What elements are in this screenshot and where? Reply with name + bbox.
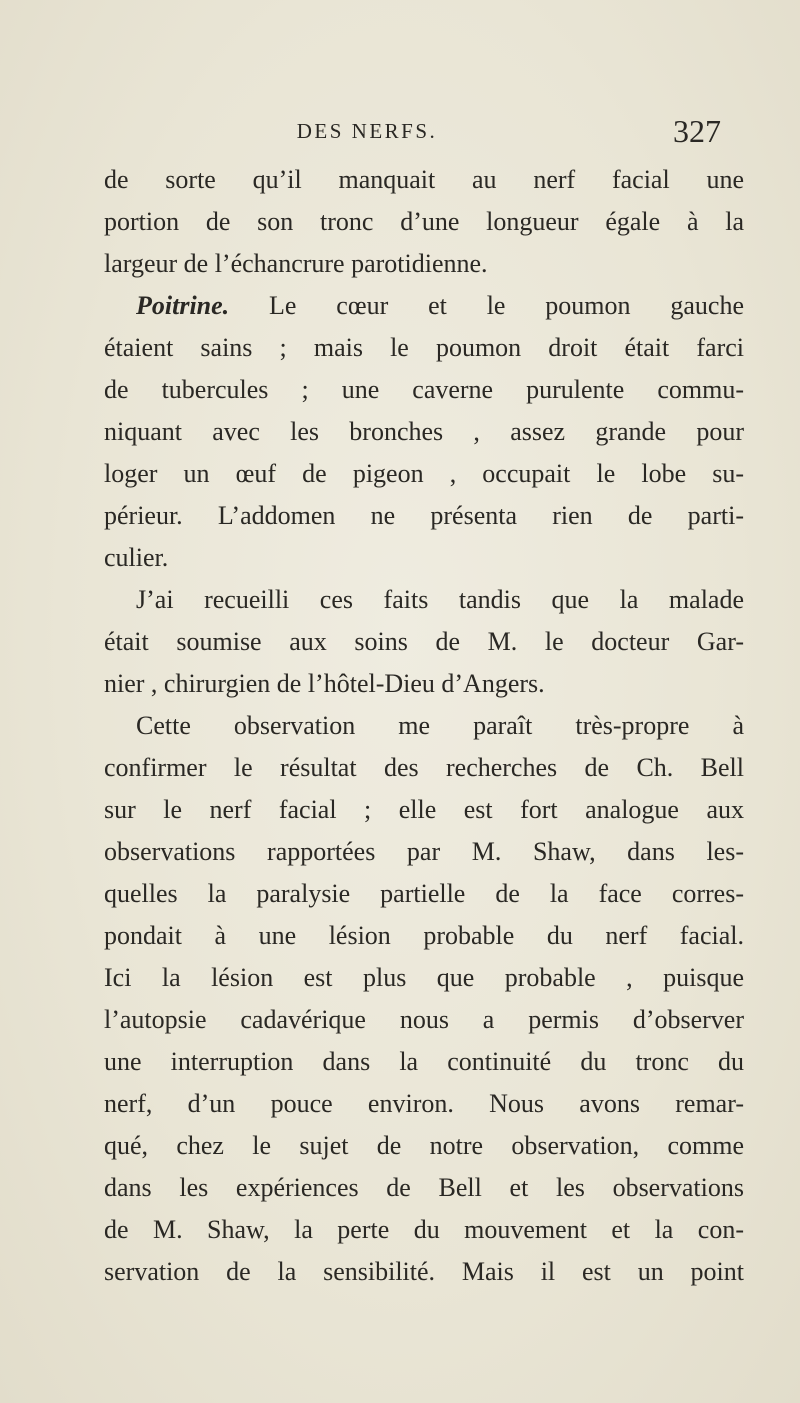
text-line: une interruption dans la continuité du tronc du xyxy=(104,1047,744,1076)
text-line: J’ai recueilli ces faits tandis que la malade xyxy=(136,585,744,614)
text-line: qué, chez le sujet de notre observation, comme xyxy=(104,1131,744,1160)
text-line xyxy=(104,285,744,327)
text-line: sur le nerf facial ; elle est fort analogue aux xyxy=(104,795,744,824)
text-line: de M. Shaw, la perte du mouvement et la con- xyxy=(104,1215,744,1244)
text-line: loger un œuf de pigeon , occupait le lobe su- xyxy=(104,459,744,488)
running-header xyxy=(0,113,800,153)
text-line: quelles la paralysie partielle de la face corres- xyxy=(104,879,744,908)
text-line: pondait à une lésion probable du nerf facial. xyxy=(104,921,744,950)
text-line: observations rapportées par M. Shaw, dans les- xyxy=(104,837,744,866)
text-line: largeur de l’échancrure parotidienne. xyxy=(104,249,488,278)
text-line: niquant avec les bronches , assez grande pour xyxy=(104,417,744,446)
page-number: 327 xyxy=(673,113,721,149)
text-line: de sorte qu’il manquait au nerf facial une xyxy=(104,165,744,194)
text-line: portion de son tronc d’une longueur égale à la xyxy=(104,207,744,236)
text-line: culier. xyxy=(104,543,169,572)
text-line: périeur. L’addomen ne présenta rien de parti- xyxy=(104,501,744,530)
body-text xyxy=(104,159,744,1293)
text-line: nier , chirurgien de l’hôtel-Dieu d’Angers. xyxy=(104,669,545,698)
text-line: était soumise aux soins de M. le docteur Gar- xyxy=(104,627,744,656)
section-heading-poitrine: Poitrine. xyxy=(136,291,230,320)
text-line: confirmer le résultat des recherches de Ch. Bell xyxy=(104,753,744,782)
text-line: Ici la lésion est plus que probable , puisque xyxy=(104,963,744,992)
text-line: Cette observation me paraît très-propre à xyxy=(136,711,744,740)
text-line: étaient sains ; mais le poumon droit était farci xyxy=(104,333,744,362)
text-span: Le cœur et le poumon gauche xyxy=(269,291,744,320)
text-line: nerf, d’un pouce environ. Nous avons remar- xyxy=(104,1089,744,1118)
text-line: de tubercules ; une caverne purulente commu- xyxy=(104,375,744,404)
text-line: l’autopsie cadavérique nous a permis d’observer xyxy=(104,1005,744,1034)
text-line: servation de la sensibilité. Mais il est un point xyxy=(104,1257,744,1286)
running-title: DES NERFS. xyxy=(296,119,438,143)
text-line: dans les expériences de Bell et les observations xyxy=(104,1173,744,1202)
